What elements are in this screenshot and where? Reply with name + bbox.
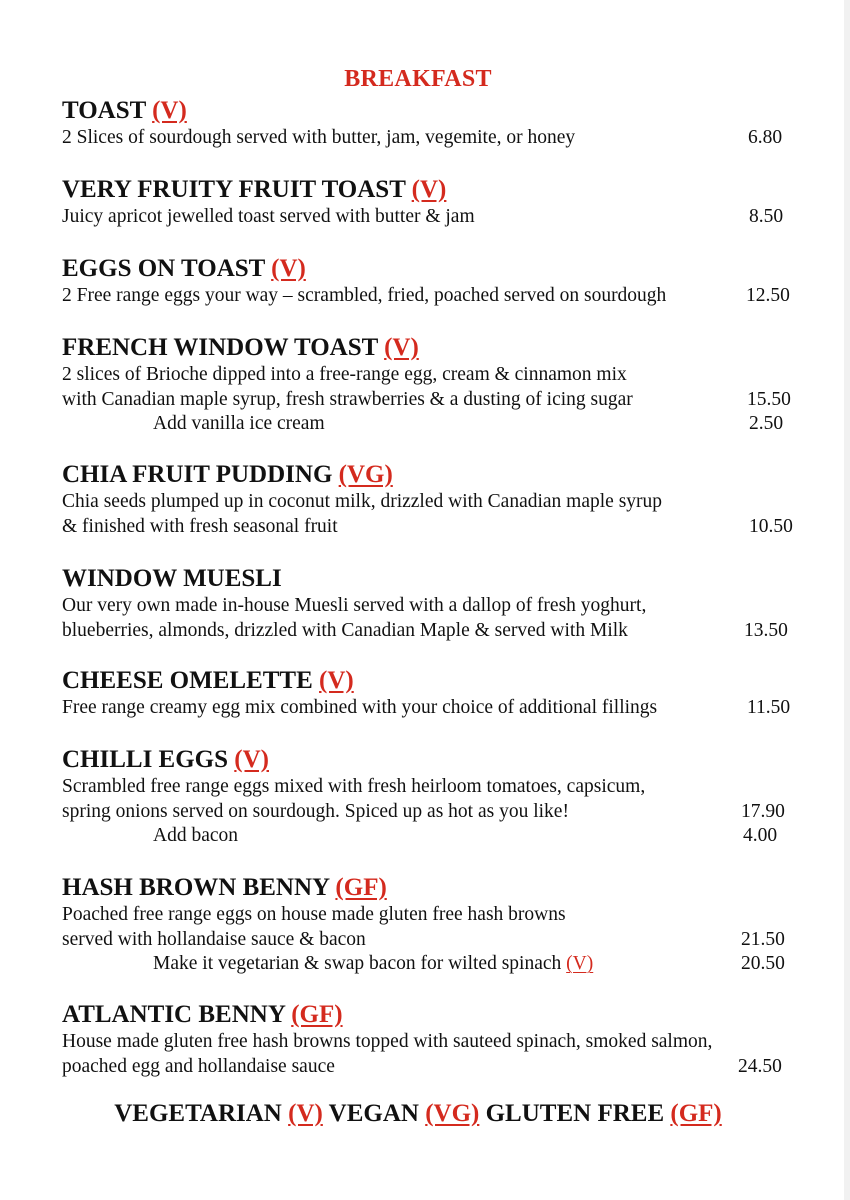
menu-item-very-fruity-fruit-toast bbox=[62, 175, 802, 230]
menu-item-chia-fruit-pudding bbox=[62, 460, 802, 539]
addon-price: 2.50 bbox=[749, 413, 784, 434]
dietary-tag: (V) bbox=[566, 953, 594, 974]
item-name: CHEESE OMELETTE (V) bbox=[62, 667, 354, 694]
item-description: Juicy apricot jewelled toast served with butter & jam 8.50 bbox=[62, 205, 802, 230]
dietary-tag: (GF) bbox=[291, 1001, 343, 1028]
menu-item-window-muesli bbox=[62, 564, 802, 643]
item-description: House made gluten free hash browns topped with sauteed spinach, smoked salmon, bbox=[62, 1031, 713, 1052]
item-description: & finished with fresh seasonal fruit 10.50 bbox=[62, 515, 802, 540]
menu-item-toast bbox=[62, 96, 802, 151]
item-name: ATLANTIC BENNY (GF) bbox=[62, 1001, 343, 1028]
item-description: Chia seeds plumped up in coconut milk, drizzled with Canadian maple syrup bbox=[62, 491, 663, 512]
dietary-tag: (V) bbox=[411, 176, 447, 203]
menu-item-eggs-on-toast bbox=[62, 254, 802, 309]
item-price: 15.50 bbox=[747, 388, 791, 410]
legend-tag-v: (V) bbox=[288, 1100, 323, 1127]
item-name: VERY FRUITY FRUIT TOAST (V) bbox=[62, 176, 447, 203]
item-price: 10.50 bbox=[749, 515, 793, 537]
item-price: 12.50 bbox=[746, 285, 790, 306]
dietary-tag: (V) bbox=[152, 97, 187, 124]
item-price: 6.80 bbox=[748, 127, 783, 148]
item-price: 13.50 bbox=[744, 619, 788, 641]
dietary-tag: (GF) bbox=[335, 874, 387, 901]
item-addon: Make it vegetarian & swap bacon for wilted spinach (V) 20.50 bbox=[62, 952, 802, 977]
item-description: blueberries, almonds, drizzled with Canadian Maple & served with Milk 13.50 bbox=[62, 619, 802, 644]
addon-price: 4.00 bbox=[743, 825, 778, 846]
item-price: 24.50 bbox=[738, 1055, 782, 1077]
legend-vegetarian: VEGETARIAN bbox=[114, 1100, 282, 1127]
legend-vegan: VEGAN bbox=[328, 1100, 419, 1127]
menu-item-cheese-omelette bbox=[62, 666, 802, 721]
item-price: 8.50 bbox=[749, 206, 784, 227]
dietary-tag: (V) bbox=[234, 746, 269, 773]
item-description: poached egg and hollandaise sauce 24.50 bbox=[62, 1055, 802, 1080]
item-name: CHILLI EGGS (V) bbox=[62, 746, 269, 773]
legend-tag-vg: (VG) bbox=[425, 1100, 480, 1127]
item-name: WINDOW MUESLI bbox=[62, 565, 282, 592]
item-description: 2 slices of Brioche dipped into a free-range egg, cream & cinnamon mix bbox=[62, 364, 627, 385]
item-price: 17.90 bbox=[741, 800, 785, 822]
item-description: with Canadian maple syrup, fresh strawberries & a dusting of icing sugar 15.50 bbox=[62, 388, 802, 413]
item-description: 2 Slices of sourdough served with butter, jam, vegemite, or honey 6.80 bbox=[62, 126, 802, 151]
menu-item-chilli-eggs bbox=[62, 745, 802, 849]
item-name: CHIA FRUIT PUDDING (VG) bbox=[62, 461, 393, 488]
item-addon: Add vanilla ice cream 2.50 bbox=[62, 412, 802, 437]
item-description: Free range creamy egg mix combined with your choice of additional fillings 11.50 bbox=[62, 696, 802, 721]
item-description: 2 Free range eggs your way – scrambled, fried, poached served on sourdough 12.50 bbox=[62, 284, 802, 309]
dietary-tag: (V) bbox=[271, 255, 306, 282]
item-price: 21.50 bbox=[741, 928, 785, 950]
item-name: EGGS ON TOAST (V) bbox=[62, 255, 306, 282]
dietary-legend bbox=[0, 1100, 836, 1128]
dietary-tag: (V) bbox=[319, 667, 354, 694]
menu-item-french-window-toast bbox=[62, 333, 802, 437]
item-description: Our very own made in-house Muesli served with a dallop of fresh yoghurt, bbox=[62, 595, 647, 616]
legend-gluten-free: GLUTEN FREE bbox=[485, 1100, 665, 1127]
item-name: TOAST (V) bbox=[62, 97, 187, 124]
item-name: HASH BROWN BENNY (GF) bbox=[62, 874, 387, 901]
menu-item-hash-brown-benny bbox=[62, 873, 802, 977]
menu-item-atlantic-benny bbox=[62, 1000, 802, 1079]
item-name: FRENCH WINDOW TOAST (V) bbox=[62, 334, 419, 361]
dietary-tag: (V) bbox=[384, 334, 419, 361]
legend-tag-gf: (GF) bbox=[670, 1100, 722, 1127]
item-price: 11.50 bbox=[747, 697, 791, 718]
dietary-tag: (VG) bbox=[338, 461, 393, 488]
page-edge bbox=[844, 0, 850, 1200]
item-description: Poached free range eggs on house made gluten free hash browns bbox=[62, 904, 566, 925]
item-description: served with hollandaise sauce & bacon 21.50 bbox=[62, 928, 802, 953]
item-description: spring onions served on sourdough. Spiced up as hot as you like! 17.90 bbox=[62, 800, 802, 825]
item-addon: Add bacon 4.00 bbox=[62, 824, 802, 849]
addon-price: 20.50 bbox=[741, 953, 785, 974]
menu-title: BREAKFAST bbox=[344, 66, 492, 92]
item-description: Scrambled free range eggs mixed with fresh heirloom tomatoes, capsicum, bbox=[62, 776, 646, 797]
